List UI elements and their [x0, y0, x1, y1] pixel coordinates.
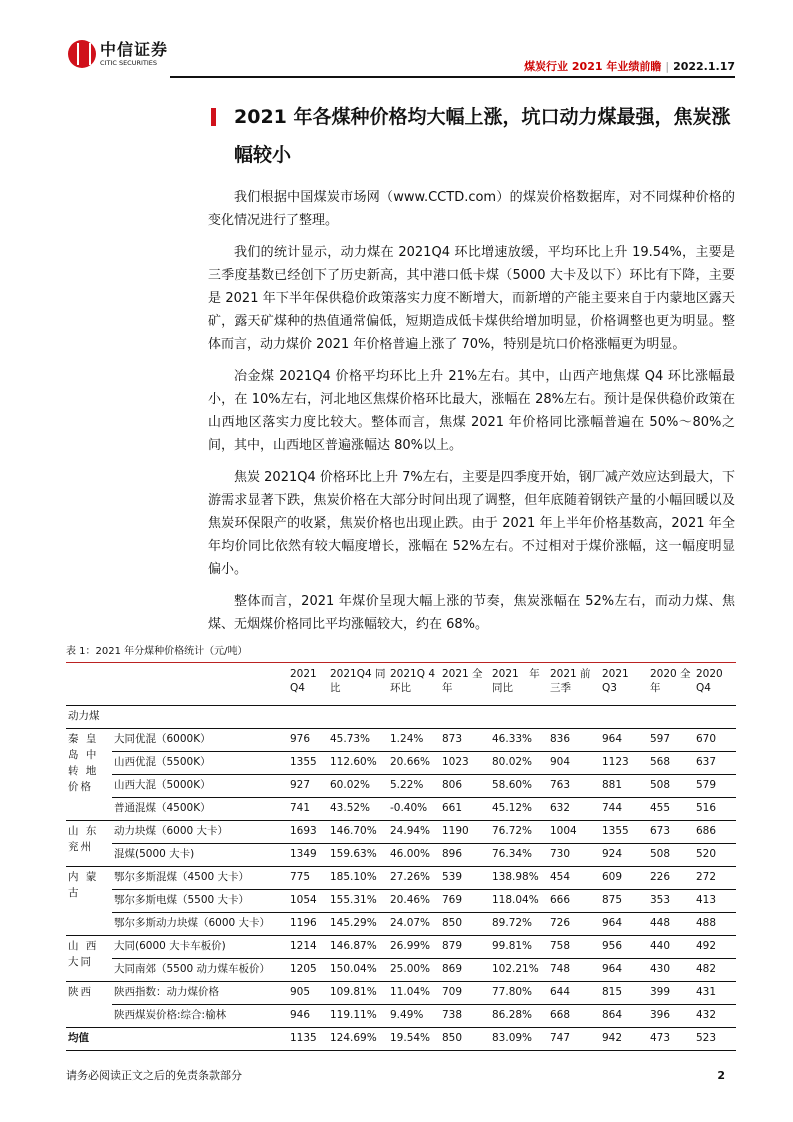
- region-label: 内 蒙 古: [66, 867, 112, 936]
- table-cell: 99.81%: [490, 936, 548, 959]
- table-row: [66, 867, 736, 890]
- table-cell: 873: [440, 729, 490, 752]
- table-cell: 1054: [288, 890, 328, 913]
- coal-type: 大同优混（6000K）: [112, 729, 288, 752]
- table-cell: 83.09%: [490, 1028, 548, 1051]
- table-cell: 815: [600, 982, 648, 1005]
- column-header: 2021 Q4: [288, 663, 328, 706]
- title-marker: [211, 108, 216, 126]
- table-cell: 927: [288, 775, 328, 798]
- table-cell: 738: [440, 1005, 490, 1028]
- table-cell: 124.69%: [328, 1028, 388, 1051]
- table-cell: 102.21%: [490, 959, 548, 982]
- paragraph: 冶金煤 2021Q4 价格平均环比上升 21%左右。其中，山西产地焦煤 Q4 环比涨幅最小，在 10%左右，河北地区焦煤价格环比最大，涨幅在 28%左右。预计是保供稳价政策在山西地区落实力度比较大。整体而言，焦煤 2021 年价格同比涨幅普遍在 50%～80%之间，其中，山西地区普遍涨幅达 80%以上。: [208, 369, 735, 453]
- table-cell: 946: [288, 1005, 328, 1028]
- table-cell: 45.73%: [328, 729, 388, 752]
- table-cell: 20.66%: [388, 752, 440, 775]
- table-cell: 46.33%: [490, 729, 548, 752]
- table-cell: 353: [648, 890, 694, 913]
- table-cell: 879: [440, 936, 490, 959]
- column-header: 2020 全年: [648, 663, 694, 706]
- coal-type: 鄂尔多斯混煤（4500 大卡）: [112, 867, 288, 890]
- table-cell: 112.60%: [328, 752, 388, 775]
- table-cell: 488: [694, 913, 736, 936]
- table-cell: 644: [548, 982, 600, 1005]
- table-cell: 516: [694, 798, 736, 821]
- body-text: [208, 186, 735, 636]
- table-cell: 454: [548, 867, 600, 890]
- table-row: [66, 890, 736, 913]
- table-cell: 109.81%: [328, 982, 388, 1005]
- table-cell: 686: [694, 821, 736, 844]
- table-cell: 159.63%: [328, 844, 388, 867]
- table-cell: 568: [648, 752, 694, 775]
- table-cell: 579: [694, 775, 736, 798]
- table-cell: 272: [694, 867, 736, 890]
- coal-price-table: [66, 662, 736, 1051]
- table-cell: 748: [548, 959, 600, 982]
- table-cell: 86.28%: [490, 1005, 548, 1028]
- disclaimer: 请务必阅读正文之后的免责条款部分: [66, 1069, 242, 1082]
- table-cell: 43.52%: [328, 798, 388, 821]
- table-cell: 448: [648, 913, 694, 936]
- table-cell: 709: [440, 982, 490, 1005]
- table-cell: 864: [600, 1005, 648, 1028]
- table-cell: 24.07%: [388, 913, 440, 936]
- table-cell: 539: [440, 867, 490, 890]
- table-cell: 1.24%: [388, 729, 440, 752]
- paragraph: 我们根据中国煤炭市场网（www.CCTD.com）的煤炭价格数据库，对不同煤种价格的变化情况进行了整理。: [208, 190, 735, 228]
- table-cell: 26.99%: [388, 936, 440, 959]
- coal-type: 鄂尔多斯动力块煤（6000 大卡）: [112, 913, 288, 936]
- coal-type: 大同南郊（5500 动力煤车板价）: [112, 959, 288, 982]
- table-cell: 80.02%: [490, 752, 548, 775]
- table-cell: 769: [440, 890, 490, 913]
- coal-type: 山西优混（5500K）: [112, 752, 288, 775]
- table-cell: 431: [694, 982, 736, 1005]
- section-row: [66, 706, 736, 729]
- table-caption: 表 1：2021 年分煤种价格统计（元/吨）: [66, 646, 248, 657]
- table-cell: 956: [600, 936, 648, 959]
- table-cell: 836: [548, 729, 600, 752]
- coal-type: 普通混煤（4500K）: [112, 798, 288, 821]
- table-cell: 763: [548, 775, 600, 798]
- table-cell: 145.29%: [328, 913, 388, 936]
- paragraph: 焦炭 2021Q4 价格环比上升 7%左右，主要是四季度开始，钢厂减产效应达到最大，下游需求显著下跌，焦炭价格在大部分时间出现了调整，但年底随着钢铁产量的小幅回暖以及焦炭环保限产的收紧，焦炭价格也出现止跌。由于 2021 年上半年价格基数高，2021 年全年均价同比依然有较大幅度增长，涨幅在 52%左右。不过相对于煤价涨幅，这一幅度明显偏小。: [208, 470, 735, 577]
- table-cell: 146.70%: [328, 821, 388, 844]
- table-cell: 77.80%: [490, 982, 548, 1005]
- table-cell: 492: [694, 936, 736, 959]
- table-cell: 119.11%: [328, 1005, 388, 1028]
- average-row: [66, 1028, 736, 1051]
- table-cell: 146.87%: [328, 936, 388, 959]
- table-cell: 850: [440, 913, 490, 936]
- table-cell: 11.04%: [388, 982, 440, 1005]
- column-header: 2020 Q4: [694, 663, 736, 706]
- table-cell: 399: [648, 982, 694, 1005]
- column-header: 2021 年 同比: [490, 663, 548, 706]
- running-header: 煤炭行业 2021 年业绩前瞻 | 2022.1.17: [524, 60, 735, 73]
- table-cell: 508: [648, 775, 694, 798]
- table-cell: 726: [548, 913, 600, 936]
- table-cell: 46.00%: [388, 844, 440, 867]
- table-cell: 455: [648, 798, 694, 821]
- table-cell: 60.02%: [328, 775, 388, 798]
- table-cell: 747: [548, 1028, 600, 1051]
- coal-type: 陕西指数：动力煤价格: [112, 982, 288, 1005]
- table-cell: 1123: [600, 752, 648, 775]
- table-cell: 118.04%: [490, 890, 548, 913]
- table-cell: 666: [548, 890, 600, 913]
- table-cell: 1004: [548, 821, 600, 844]
- table-cell: 20.46%: [388, 890, 440, 913]
- table-cell: 185.10%: [328, 867, 388, 890]
- paragraph: 我们的统计显示，动力煤在 2021Q4 环比增速放缓，平均环比上升 19.54%，主要是三季度基数已经创下了历史新高，其中港口低卡煤（5000 大卡及以下）环比有下降，主要是 2021 年下半年保供稳价政策落实力度不断增大，而新增的产能主要来自于内蒙地区露天矿，露天矿煤种的热值通常偏低，短期造成低卡煤供给增加明显，价格调整也更为明显。整体而言，动力煤价 2021 年价格普遍上涨了 70%，特别是坑口价格涨幅更为明显。: [208, 245, 735, 352]
- table-cell: 964: [600, 729, 648, 752]
- table-cell: 597: [648, 729, 694, 752]
- table-cell: 45.12%: [490, 798, 548, 821]
- table-cell: 482: [694, 959, 736, 982]
- table-cell: 226: [648, 867, 694, 890]
- table-cell: 5.22%: [388, 775, 440, 798]
- table-cell: 473: [648, 1028, 694, 1051]
- table-cell: 741: [288, 798, 328, 821]
- table-cell: 1196: [288, 913, 328, 936]
- table-cell: 924: [600, 844, 648, 867]
- table-cell: 89.72%: [490, 913, 548, 936]
- table-cell: 1135: [288, 1028, 328, 1051]
- table-cell: 1693: [288, 821, 328, 844]
- table-row: [66, 959, 736, 982]
- table-cell: 508: [648, 844, 694, 867]
- table-cell: 904: [548, 752, 600, 775]
- table-cell: 413: [694, 890, 736, 913]
- table-cell: 744: [600, 798, 648, 821]
- table-row: [66, 729, 736, 752]
- table-cell: 19.54%: [388, 1028, 440, 1051]
- table-cell: 670: [694, 729, 736, 752]
- table-cell: 869: [440, 959, 490, 982]
- table-cell: 730: [548, 844, 600, 867]
- table-cell: 1214: [288, 936, 328, 959]
- column-header: 2021 前三季: [548, 663, 600, 706]
- table-cell: 976: [288, 729, 328, 752]
- table-row: [66, 936, 736, 959]
- table-row: [66, 844, 736, 867]
- table-cell: 758: [548, 936, 600, 959]
- table-cell: 150.04%: [328, 959, 388, 982]
- coal-type: 大同(6000 大卡车板价): [112, 936, 288, 959]
- table-cell: 875: [600, 890, 648, 913]
- table-cell: 850: [440, 1028, 490, 1051]
- table-cell: 881: [600, 775, 648, 798]
- table-cell: 76.72%: [490, 821, 548, 844]
- column-header: 2021 全年: [440, 663, 490, 706]
- region-label: 秦 皇 岛 中 转 地 价格: [66, 729, 112, 821]
- table-cell: 155.31%: [328, 890, 388, 913]
- table-cell: 668: [548, 1005, 600, 1028]
- table-cell: 430: [648, 959, 694, 982]
- table-cell: 896: [440, 844, 490, 867]
- logo-en: CITIC SECURITIES: [100, 59, 158, 67]
- table-cell: 632: [548, 798, 600, 821]
- table-cell: 1349: [288, 844, 328, 867]
- page-number: 2: [717, 1069, 725, 1082]
- table-row: [66, 798, 736, 821]
- table-cell: 1355: [288, 752, 328, 775]
- coal-type: 动力块煤（6000 大卡）: [112, 821, 288, 844]
- table-cell: 440: [648, 936, 694, 959]
- table-cell: -0.40%: [388, 798, 440, 821]
- table-cell: 609: [600, 867, 648, 890]
- table-cell: 964: [600, 913, 648, 936]
- report-name: 煤炭行业 2021 年业绩前瞻: [524, 60, 662, 73]
- table-row: [66, 752, 736, 775]
- region-label: 陕西: [66, 982, 112, 1028]
- table-row: [66, 1005, 736, 1028]
- coal-type: 鄂尔多斯电煤（5500 大卡）: [112, 890, 288, 913]
- table-cell: 964: [600, 959, 648, 982]
- table-cell: 661: [440, 798, 490, 821]
- table-cell: 9.49%: [388, 1005, 440, 1028]
- average-label: 均值: [66, 1028, 288, 1051]
- table-row: [66, 775, 736, 798]
- column-header: 2021Q 4 环比: [388, 663, 440, 706]
- section-label: 动力煤: [66, 706, 736, 729]
- table-cell: 76.34%: [490, 844, 548, 867]
- table-cell: 523: [694, 1028, 736, 1051]
- table-cell: 806: [440, 775, 490, 798]
- table-cell: 775: [288, 867, 328, 890]
- coal-type: 陕西煤炭价格:综合:榆林: [112, 1005, 288, 1028]
- table-row: [66, 982, 736, 1005]
- table-cell: 138.98%: [490, 867, 548, 890]
- table-cell: 432: [694, 1005, 736, 1028]
- table-cell: 637: [694, 752, 736, 775]
- table-cell: 25.00%: [388, 959, 440, 982]
- region-label: 山 西 大同: [66, 936, 112, 982]
- table-cell: 27.26%: [388, 867, 440, 890]
- report-date: 2022.1.17: [673, 60, 735, 73]
- page-footer: [66, 1069, 725, 1083]
- column-header: 2021Q4 同比: [328, 663, 388, 706]
- paragraph: 整体而言，2021 年煤价呈现大幅上涨的节奏，焦炭涨幅在 52%左右，而动力煤、焦煤、无烟煤价格同比平均涨幅较大，约在 68%。: [208, 594, 735, 632]
- table-row: [66, 913, 736, 936]
- table-cell: 905: [288, 982, 328, 1005]
- column-header: 2021 Q3: [600, 663, 648, 706]
- table-header-row: [66, 663, 736, 706]
- table-row: [66, 821, 736, 844]
- table-cell: 1205: [288, 959, 328, 982]
- region-label: 山 东 兖州: [66, 821, 112, 867]
- table-cell: 58.60%: [490, 775, 548, 798]
- table-cell: 1355: [600, 821, 648, 844]
- table-cell: 520: [694, 844, 736, 867]
- table-cell: 1190: [440, 821, 490, 844]
- table-cell: 1023: [440, 752, 490, 775]
- coal-type: 混煤(5000 大卡): [112, 844, 288, 867]
- logo-cn: 中信证券: [100, 40, 169, 59]
- coal-type: 山西大混（5000K）: [112, 775, 288, 798]
- table-cell: 396: [648, 1005, 694, 1028]
- table-cell: 942: [600, 1028, 648, 1051]
- table-cell: 24.94%: [388, 821, 440, 844]
- section-title: 2021 年各煤种价格均大幅上涨，坑口动力煤最强，焦炭涨幅较小: [234, 106, 731, 166]
- table-cell: 673: [648, 821, 694, 844]
